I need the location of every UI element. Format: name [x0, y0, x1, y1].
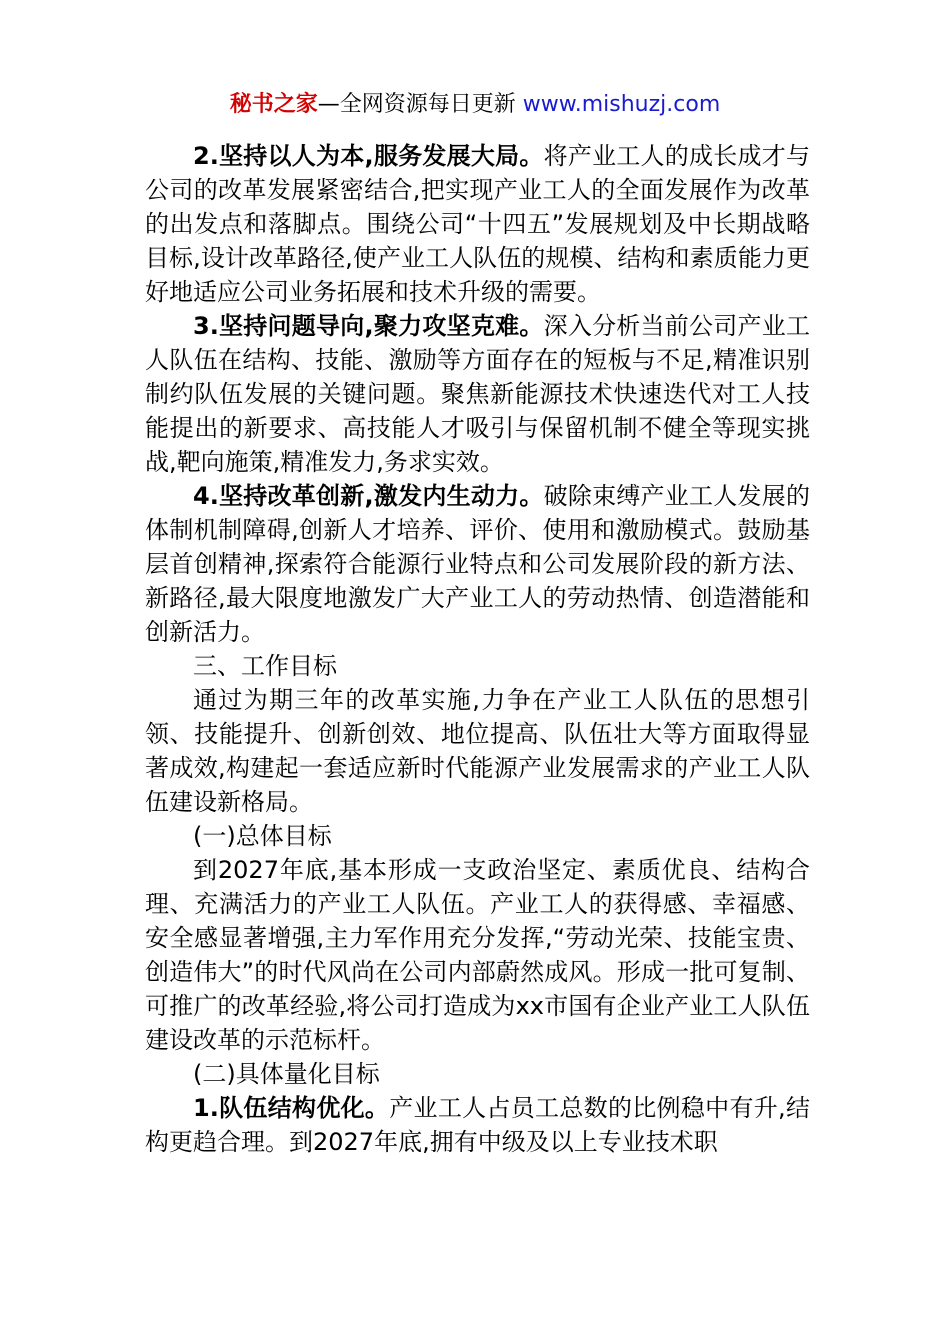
paragraph-lead: 4.坚持改革创新,激发内生动力。 [193, 482, 544, 510]
header-slogan: —全网资源每日更新 [317, 92, 523, 117]
subheading-quantified-goals [145, 1057, 810, 1091]
subheading-overall-goal [145, 819, 810, 853]
paragraph-text: 产业工人占员工总数的比例稳中有升,结构更趋合理。到2027年底,拥有中级及以上专业技术职 [145, 1094, 810, 1156]
paragraph-text: 通过为期三年的改革实施,力争在产业工人队伍的思想引领、技能提升、创新创效、地位提高、队伍壮大等方面取得显著成效,构建起一套适应新时代能源产业发展需求的产业工人队伍建设新格局。 [145, 686, 810, 816]
paragraph-lead: 2.坚持以人为本,服务发展大局。 [193, 142, 544, 170]
paragraph-text: 深入分析当前公司产业工人队伍在结构、技能、激励等方面存在的短板与不足,精准识别制约队伍发展的关键问题。聚焦新能源技术快速迭代对工人技能提出的新要求、高技能人才吸引与保留机制不健全等现实挑战,靶向施策,精准发力,务求实效。 [145, 312, 811, 476]
paragraph-principle-2 [145, 139, 810, 309]
paragraph-text: 到2027年底,基本形成一支政治坚定、素质优良、结构合理、充满活力的产业工人队伍。产业工人的获得感、幸福感、安全感显著增强,主力军作用充分发挥,“劳动光荣、技能宝贵、创造伟大”的时代风尚在公司内部蔚然成风。形成一批可复制、可推广的改革经验,将公司打造成为xx市国有企业产业工人队伍建设改革的示范标杆。 [145, 856, 810, 1054]
paragraph-overall-goal [145, 853, 810, 1057]
heading-text: (一)总体目标 [193, 822, 332, 850]
paragraph-text: 破除束缚产业工人发展的体制机制障碍,创新人才培养、评价、使用和激励模式。鼓励基层首创精神,探索符合能源行业特点和公司发展阶段的新方法、新路径,最大限度地激发广大产业工人的劳动热情、创造潜能和创新活力。 [145, 482, 811, 646]
header-url-link[interactable]: www.mishuzj.com [522, 92, 721, 117]
section-heading-work-goals [145, 649, 810, 683]
paragraph-goal-1 [145, 1091, 810, 1159]
paragraph-principle-3 [145, 309, 810, 479]
page-header [0, 90, 950, 120]
paragraph-text: 将产业工人的成长成才与公司的改革发展紧密结合,把实现产业工人的全面发展作为改革的出发点和落脚点。围绕公司“十四五”发展规划及中长期战略目标,设计改革路径,使产业工人队伍的规模、结构和素质能力更好地适应公司业务拓展和技术升级的需要。 [145, 142, 811, 306]
paragraph-lead: 1.队伍结构优化。 [193, 1094, 390, 1122]
heading-text: (二)具体量化目标 [193, 1060, 380, 1088]
document-body [145, 139, 810, 1159]
paragraph-lead: 3.坚持问题导向,聚力攻坚克难。 [193, 312, 544, 340]
paragraph-goals-intro [145, 683, 810, 819]
paragraph-principle-4 [145, 479, 810, 649]
header-brand: 秘书之家 [229, 92, 318, 117]
heading-text: 三、工作目标 [193, 652, 337, 680]
